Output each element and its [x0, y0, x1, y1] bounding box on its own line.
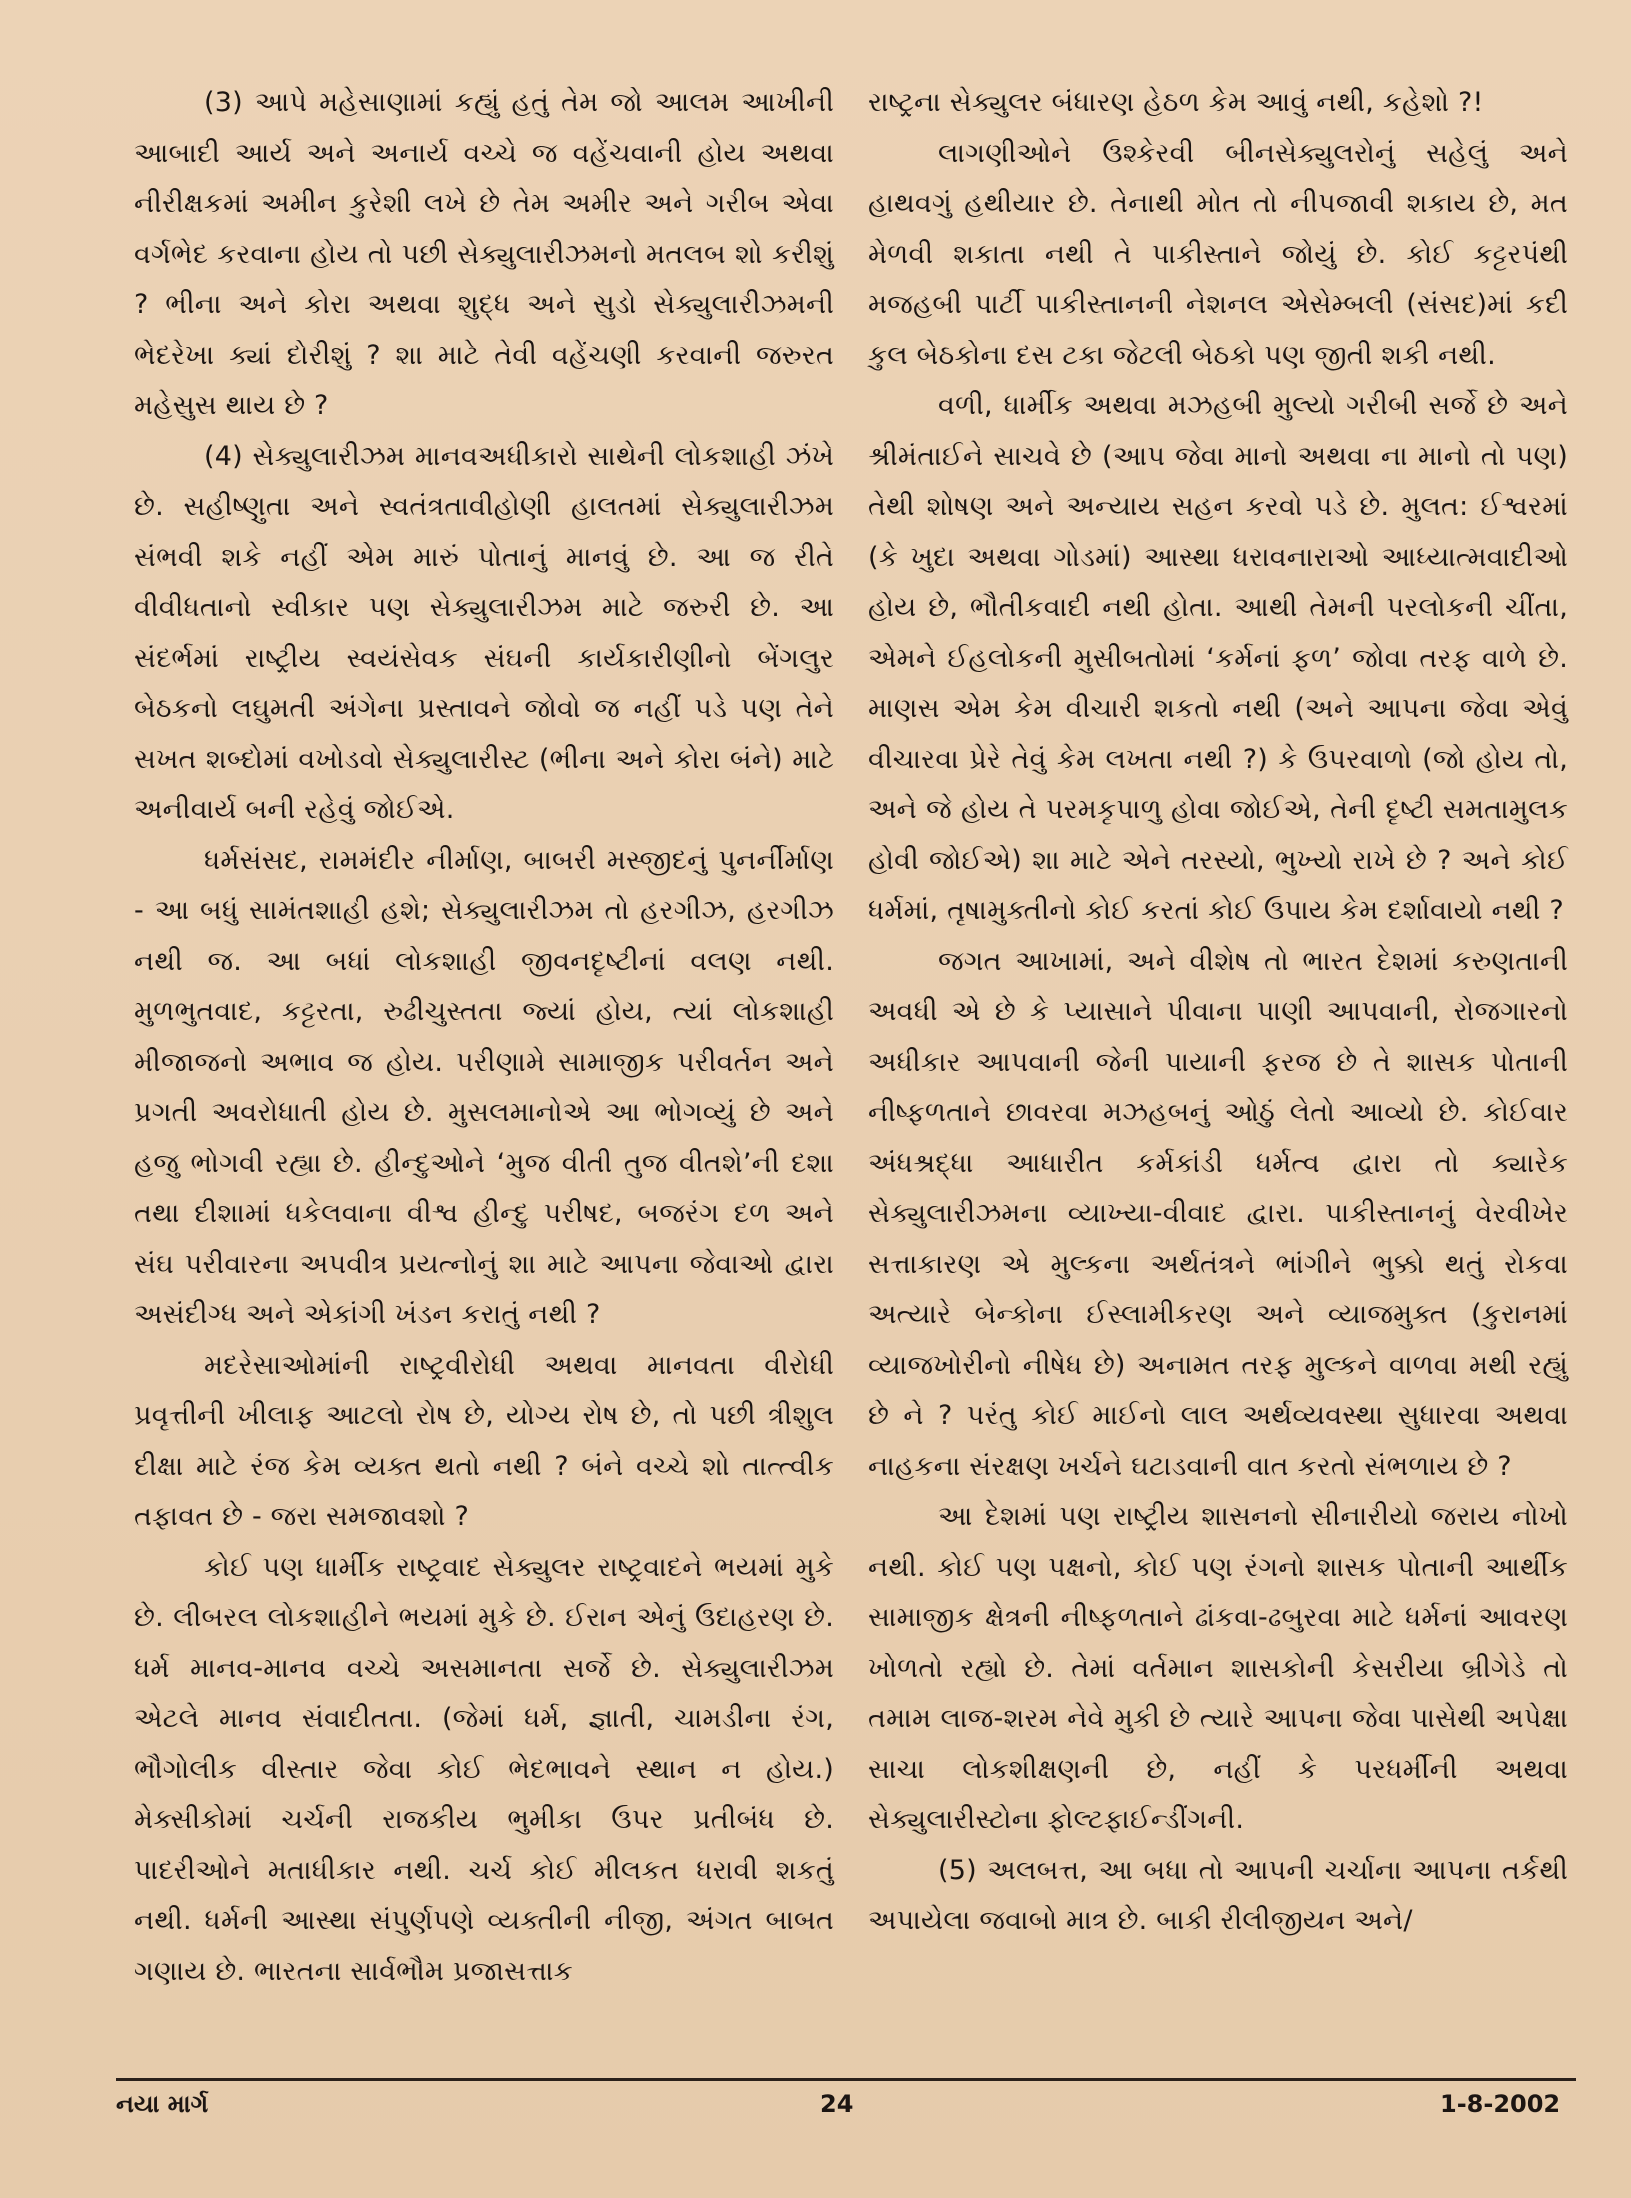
paragraph-right-2: લાગણીઓને ઉશ્કેરવી બીનસેક્યુલરોનું સહેલું અને હાથવગું હથીયાર છે. તેનાથી મોત તો નીપજાવી શકાય છે, મત મેળવી શકાતા નથી તે પાકીસ્તાને જોયું છે. કોઈ કટ્ટરપંથી મજહબી પાર્ટી પાકીસ્તાનની નેશનલ એસેમ્બલી (સંસદ)માં કદી કુલ બેઠકોના દસ ટકા જેટલી બેઠકો પણ જીતી શકી નથી. [868, 137, 1568, 371]
footer-publication-name: નયા માર્ગ [116, 2090, 209, 2118]
right-text-column [868, 78, 1568, 1947]
paragraph-right-6: (5) અલબત્ત, આ બધા તો આપની ચર્ચાના આપના તર્કથી અપાયેલા જવાબો માત્ર છે. બાકી રીલીજીયન અને/ [868, 1854, 1568, 1936]
paragraph-left-2: (4) સેક્યુલારીઝમ માનવઅધીકારો સાથેની લોકશાહી ઝંખે છે. સહીષ્ણુતા અને સ્વતંત્રતાવીહોણી હાલતમાં સેક્યુલારીઝમ સંભવી શકે નહીં એમ મારું પોતાનું માનવું છે. આ જ રીતે વીવીધતાનો સ્વીકાર પણ સેક્યુલારીઝમ માટે જરુરી છે. આ સંદર્ભમાં રાષ્ટ્રીય સ્વયંસેવક સંઘની કાર્યકારીણીનો બેંગલુર બેઠકનો લઘુમતી અંગેના પ્રસ્તાવને જોવો જ નહીં પડે પણ તેને સખત શબ્દોમાં વખોડવો સેક્યુલારીસ્ટ (ભીના અને કોરા બંને) માટે અનીવાર્ય બની રહેવું જોઈએ. [134, 440, 834, 825]
paragraph-left-3: ધર્મસંસદ, રામમંદીર નીર્માણ, બાબરી મસ્જીદનું પુનર્નીર્માણ - આ બધું સામંતશાહી હશે; સેક્યુલારીઝમ તો હરગીઝ, હરગીઝ નથી જ. આ બધાં લોકશાહી જીવનદૃષ્ટીનાં વલણ નથી. મુળભુતવાદ, કટ્ટરતા, રુઢીચુસ્તતા જ્યાં હોય, ત્યાં લોકશાહી મીજાજનો અભાવ જ હોય. પરીણામે સામાજીક પરીવર્તન અને પ્રગતી અવરોધાતી હોય છે. મુસલમાનોએ આ ભોગવ્યું છે અને હજુ ભોગવી રહ્યા છે. હીન્દુઓને ‘મુજ વીતી તુજ વીતશે’ની દશા તથા દીશામાં ધકેલવાના વીશ્વ હીન્દુ પરીષદ, બજરંગ દળ અને સંઘ પરીવારના અપવીત્ર પ્રયત્નોનું શા માટે આપના જેવાઓ દ્વારા અસંદીગ્ધ અને એકાંગી ખંડન કરાતું નથી ? [134, 844, 834, 1330]
paragraph-right-1: રાષ્ટ્રના સેક્યુલર બંધારણ હેઠળ કેમ આવું નથી, કહેશો ?! [868, 87, 1484, 118]
paragraph-right-3: વળી, ધાર્મીક અથવા મઝહબી મુલ્યો ગરીબી સર્જે છે અને શ્રીમંતાઈને સાચવે છે (આપ જેવા માનો અથવા ના માનો તો પણ) તેથી શોષણ અને અન્યાય સહન કરવો પડે છે. મુલત: ઈશ્વરમાં (કે ખુદા અથવા ગોડમાં) આસ્થા ધરાવનારાઓ આધ્યાત્મવાદીઓ હોય છે, ભૌતીકવાદી નથી હોતા. આથી તેમની પરલોકની ચીંતા, એમને ઈહલોકની મુસીબતોમાં ‘કર્મનાં ફળ’ જોવા તરફ વાળે છે. માણસ એમ કેમ વીચારી શકતો નથી (અને આપના જેવા એવું વીચારવા પ્રેરે તેવું કેમ લખતા નથી ?) કે ઉપરવાળો (જો હોય તો, અને જે હોય તે પરમકૃપાળુ હોવા જોઈએ, તેની દૃષ્ટી સમતામુલક હોવી જોઈએ) શા માટે એને તરસ્યો, ભુખ્યો રાખે છે ? અને કોઈ ધર્મમાં, તૃષામુક્તીનો કોઈ કરતાં કોઈ ઉપાય કેમ દર્શાવાયો નથી ? [868, 390, 1568, 926]
paragraph-left-4: મદરેસાઓમાંની રાષ્ટ્રવીરોધી અથવા માનવતા વીરોધી પ્રવૃત્તીની ખીલાફ આટલો રોષ છે, યોગ્ય રોષ છે, તો પછી ત્રીશુલ દીક્ષા માટે રંજ કેમ વ્યક્ત થતો નથી ? બંને વચ્ચે શો તાત્ત્વીક તફાવત છે - જરા સમજાવશો ? [134, 1349, 834, 1532]
left-text-column [134, 78, 834, 1997]
footer-page-number: 24 [820, 2090, 854, 2118]
paragraph-left-5: કોઈ પણ ધાર્મીક રાષ્ટ્રવાદ સેક્યુલર રાષ્ટ્રવાદને ભયમાં મુકે છે. લીબરલ લોકશાહીને ભયમાં મુકે છે. ઈરાન એનું ઉદાહરણ છે. ધર્મ માનવ-માનવ વચ્ચે અસમાનતા સર્જે છે. સેક્યુલારીઝમ એટલે માનવ સંવાદીતતા. (જેમાં ધર્મ, જ્ઞાતી, ચામડીના રંગ, ભૌગોલીક વીસ્તાર જેવા કોઈ ભેદભાવને સ્થાન ન હોય.) મેક્સીકોમાં ચર્ચની રાજકીય ભુમીકા ઉપર પ્રતીબંધ છે. પાદરીઓને મતાધીકાર નથી. ચર્ચ કોઈ મીલકત ધરાવી શકતું નથી. ધર્મની આસ્થા સંપુર્ણપણે વ્યક્તીની નીજી, અંગત બાબત ગણાય છે. ભારતના સાર્વભૌમ પ્રજાસત્તાક [134, 1551, 834, 1987]
paragraph-left-1: (3) આપે મહેસાણામાં કહ્યું હતું તેમ જો આલમ આખીની આબાદી આર્ય અને અનાર્ય વચ્ચે જ વહેંચવાની હોય અથવા નીરીક્ષકમાં અમીન કુરેશી લખે છે તેમ અમીર અને ગરીબ એવા વર્ગભેદ કરવાના હોય તો પછી સેક્યુલારીઝમનો મતલબ શો કરીશું ? ભીના અને કોરા અથવા શુદ્ધ અને સુડો સેક્યુલારીઝમની ભેદરેખા ક્યાં દોરીશું ? શા માટે તેવી વહેંચણી કરવાની જરુરત મહેસુસ થાય છે ? [134, 87, 834, 421]
paragraph-right-5: આ દેશમાં પણ રાષ્ટ્રીય શાસનનો સીનારીયો જરાય નોખો નથી. કોઈ પણ પક્ષનો, કોઈ પણ રંગનો શાસક પોતાની આર્થીક સામાજીક ક્ષેત્રની નીષ્ફળતાને ઢાંકવા-ઢબુરવા માટે ધર્મનાં આવરણ ખોળતો રહ્યો છે. તેમાં વર્તમાન શાસકોની કેસરીયા બ્રીગેડે તો તમામ લાજ-શરમ નેવે મુકી છે ત્યારે આપના જેવા પાસેથી અપેક્ષા સાચા લોકશીક્ષણની છે, નહીં કે પરધર્મીની અથવા સેક્યુલારીસ્ટોના ફોલ્ટફાઈન્ડીંગની. [868, 1501, 1568, 1835]
footer-divider [116, 2078, 1576, 2081]
footer-date: 1-8-2002 [1440, 2090, 1561, 2118]
paragraph-right-4: જગત આખામાં, અને વીશેષ તો ભારત દેશમાં કરુણતાની અવધી એ છે કે પ્યાસાને પીવાના પાણી આપવાની, રોજગારનો અધીકાર આપવાની જેની પાયાની ફરજ છે તે શાસક પોતાની નીષ્ફળતાને છાવરવા મઝહબનું ઓઠું લેતો આવ્યો છે. કોઈવાર અંધશ્રદ્ધા આધારીત કર્મકાંડી ધર્મત્વ દ્વારા તો ક્યારેક સેક્યુલારીઝમના વ્યાખ્યા-વીવાદ દ્વારા. પાકીસ્તાનનું વેરવીખેર સત્તાકારણ એ મુલ્કના અર્થતંત્રને ભાંગીને ભુક્કો થતું રોકવા અત્યારે બેન્કોના ઈસ્લામીકરણ અને વ્યાજમુક્ત (કુરાનમાં વ્યાજખોરીનો નીષેધ છે) અનામત તરફ મુલ્કને વાળવા મથી રહ્યું છે ને ? પરંતુ કોઈ માઈનો લાલ અર્થવ્યવસ્થા સુધારવા અથવા નાહકના સંરક્ષણ ખર્ચને ઘટાડવાની વાત કરતો સંભળાય છે ? [868, 945, 1568, 1482]
